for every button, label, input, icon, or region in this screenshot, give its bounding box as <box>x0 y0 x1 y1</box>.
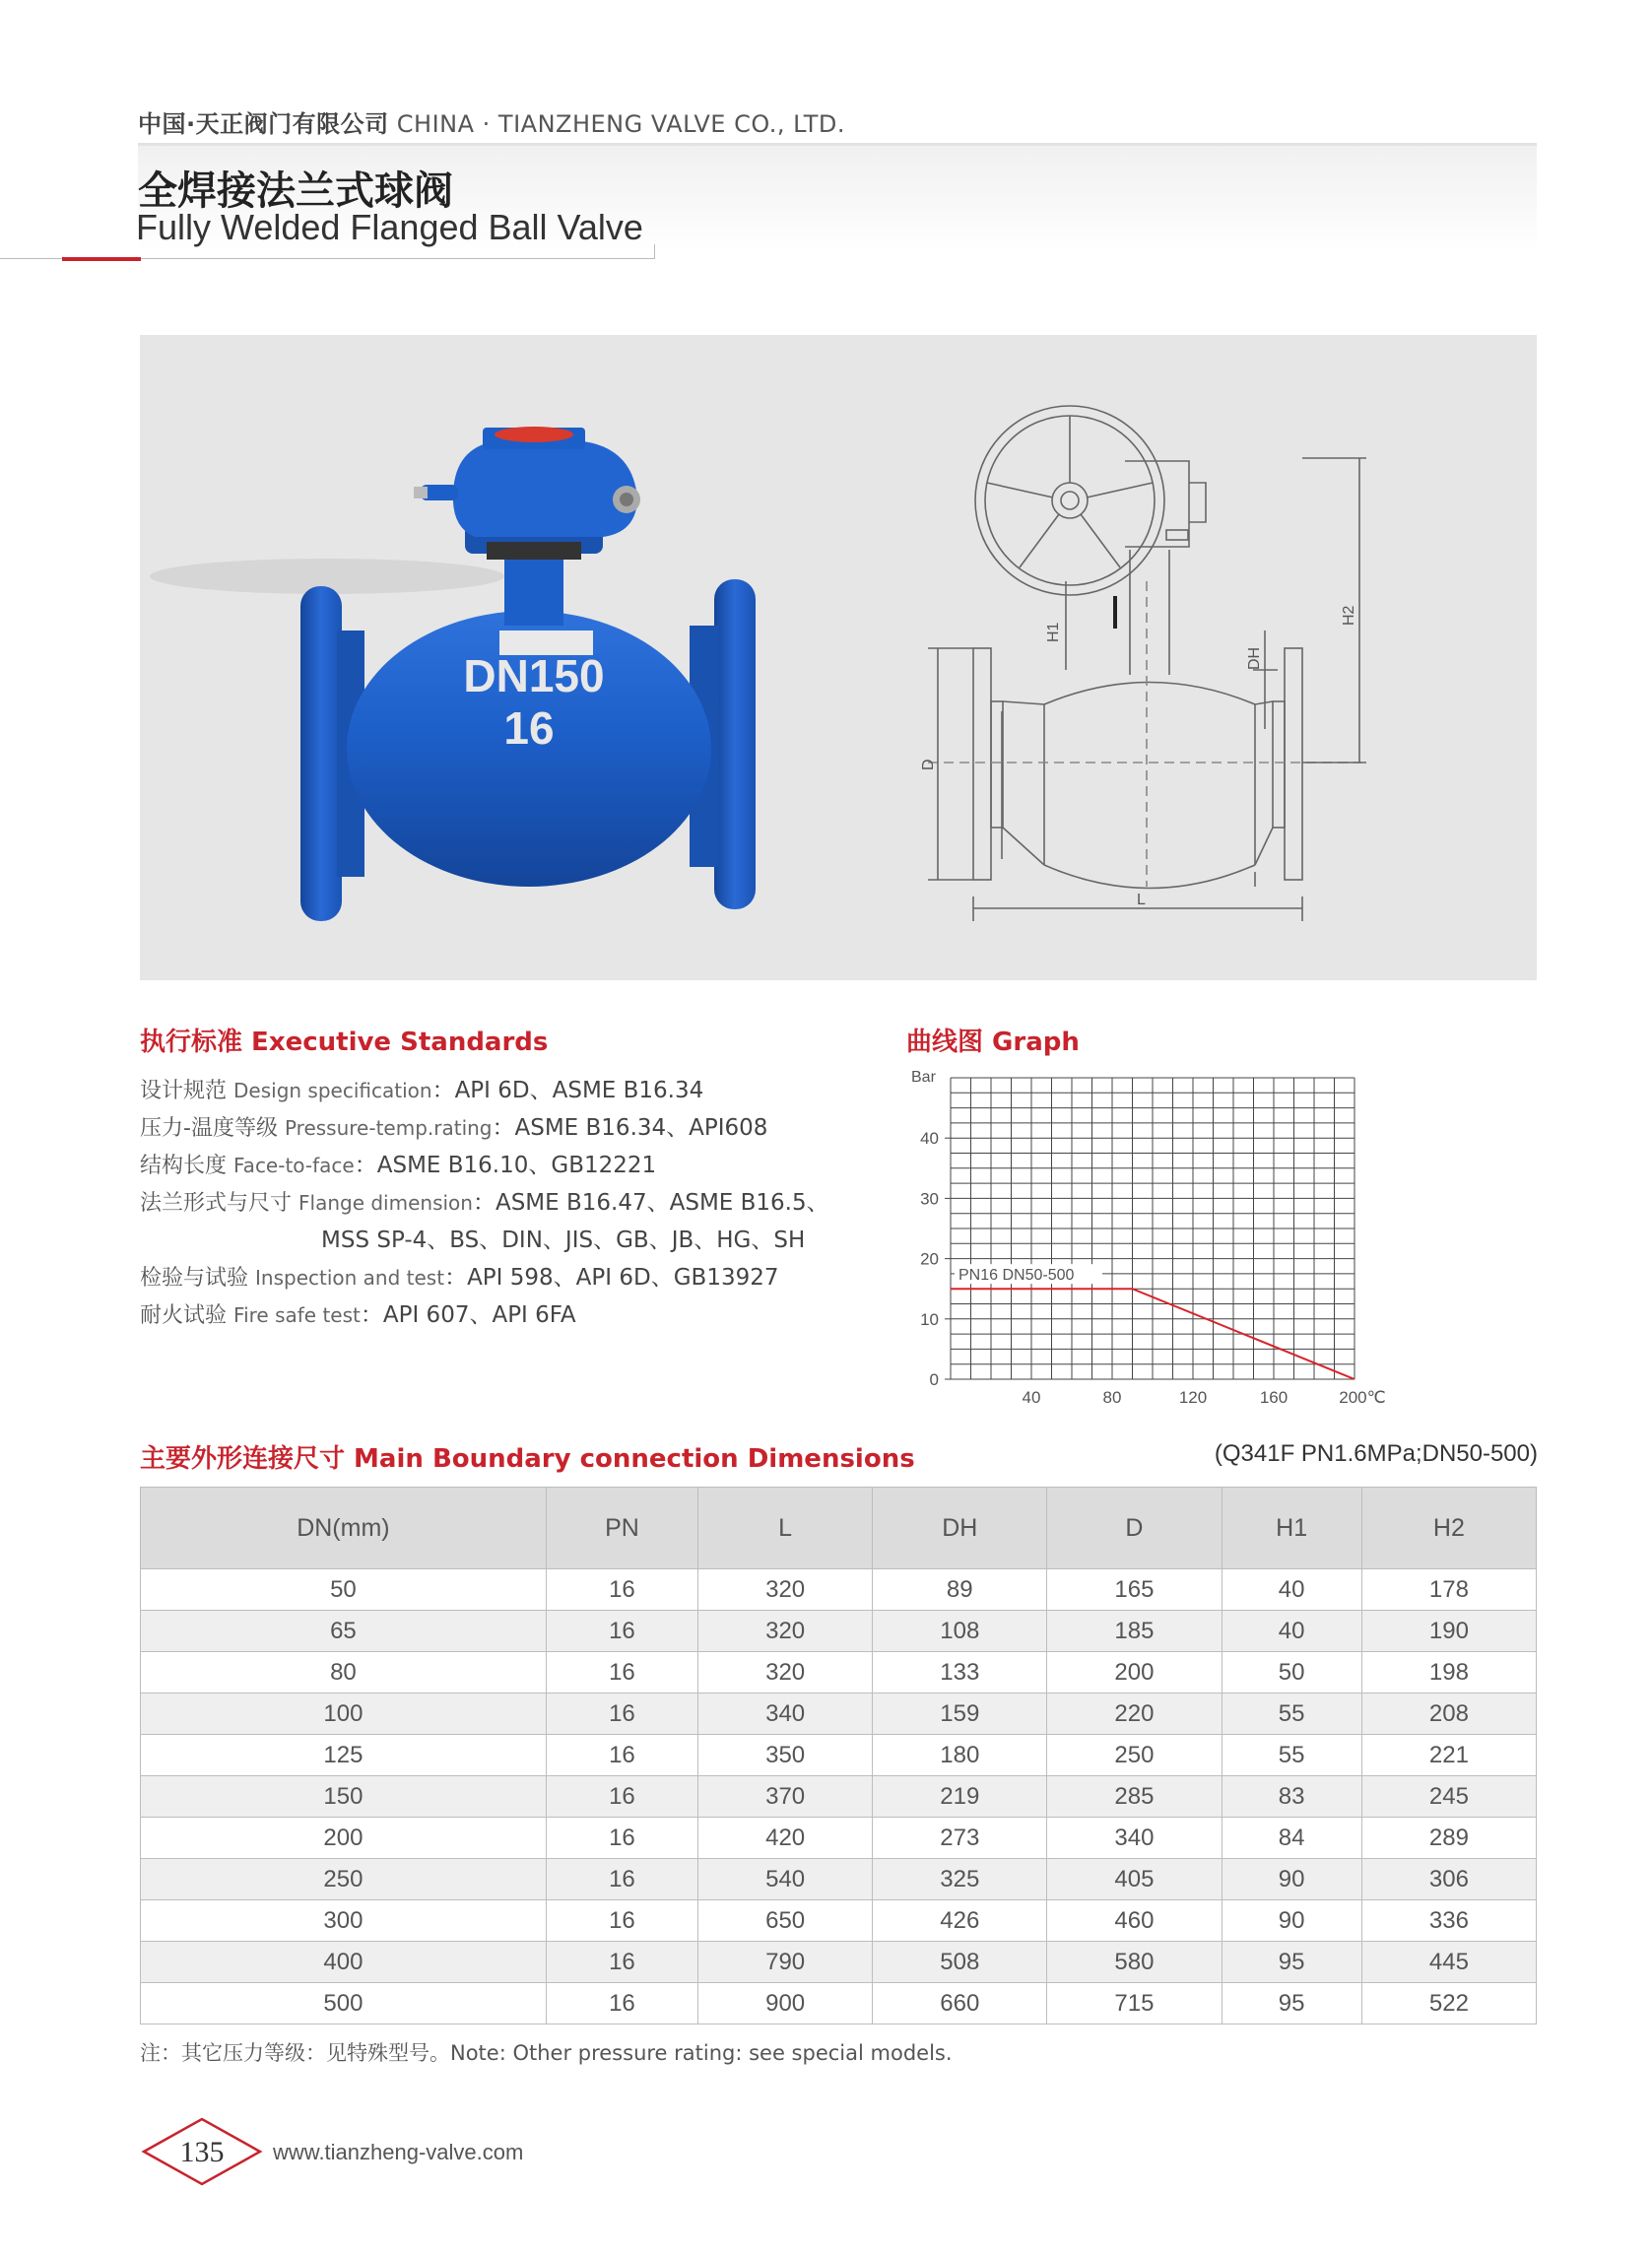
column-header: DH <box>873 1488 1047 1569</box>
table-cell: 90 <box>1222 1859 1361 1900</box>
table-row <box>141 1900 1537 1942</box>
label-d: D <box>920 759 937 770</box>
standard-label-cn: 法兰形式与尺寸 <box>140 1191 293 1216</box>
dimensions-heading: 主要外形连接尺寸 Main Boundary connection Dimensions <box>140 1444 915 1474</box>
table-cell: 150 <box>141 1776 547 1818</box>
table-cell: 180 <box>873 1735 1047 1776</box>
table-cell: 245 <box>1361 1776 1536 1818</box>
column-header: PN <box>546 1488 697 1569</box>
table-cell: 95 <box>1222 1983 1361 2025</box>
standard-label-cn: 检验与试验 <box>140 1266 249 1291</box>
standard-label-cn: 压力-温度等级 <box>140 1116 278 1141</box>
label-h1: H1 <box>1045 622 1062 642</box>
company-name-cn: 中国·天正阀门有限公司 <box>138 110 389 138</box>
table-body <box>141 1569 1537 2025</box>
table-cell: 16 <box>546 1900 697 1942</box>
title-accent-bar <box>62 257 141 261</box>
table-row <box>141 1859 1537 1900</box>
table-cell: 133 <box>873 1652 1047 1693</box>
table-cell: 250 <box>1047 1735 1222 1776</box>
product-illustration <box>140 335 1537 980</box>
table-cell: 159 <box>873 1693 1047 1735</box>
valve-body-text-pn: 16 <box>503 702 555 754</box>
table-row <box>141 1983 1537 2025</box>
table-cell: 445 <box>1361 1942 1536 1983</box>
table-cell: 370 <box>698 1776 873 1818</box>
pressure-note: 注：其它压力等级：见特殊型号。Note: Other pressure rating: see special models. <box>140 2041 953 2065</box>
table-row <box>141 1693 1537 1735</box>
standard-value: ：API 607、API 6FA <box>360 1302 576 1328</box>
table-cell: 400 <box>141 1942 547 1983</box>
standards-heading: 执行标准 Executive Standards <box>140 1028 549 1057</box>
standard-label-cn: 设计规范 <box>140 1079 228 1103</box>
table-cell: 108 <box>873 1611 1047 1652</box>
table-row <box>141 1942 1537 1983</box>
table-cell: 219 <box>873 1776 1047 1818</box>
table-row <box>141 1569 1537 1611</box>
table-cell: 55 <box>1222 1693 1361 1735</box>
table-cell: 90 <box>1222 1900 1361 1942</box>
y-tick-label: 10 <box>920 1309 939 1329</box>
standard-line-design <box>140 1072 703 1104</box>
table-cell: 198 <box>1361 1652 1536 1693</box>
company-name <box>138 104 845 139</box>
standard-value: ：ASME B16.34、API608 <box>492 1115 768 1141</box>
label-dh: DH <box>1246 646 1263 670</box>
column-header: H2 <box>1361 1488 1536 1569</box>
standard-label-en: Inspection and test <box>255 1266 445 1290</box>
product-photo-panel <box>140 335 1537 980</box>
table-cell: 100 <box>141 1693 547 1735</box>
table-cell: 320 <box>698 1569 873 1611</box>
model-spec: (Q341F PN1.6MPa;DN50-500) <box>1214 1440 1538 1467</box>
standard-line-inspection <box>140 1259 779 1292</box>
standard-value: MSS SP-4、BS、DIN、JIS、GB、JB、HG、SH <box>321 1228 806 1253</box>
table-cell: 660 <box>873 1983 1047 2025</box>
standard-line-pressure-temp <box>140 1109 767 1142</box>
table-cell: 16 <box>546 1652 697 1693</box>
table-cell: 95 <box>1222 1942 1361 1983</box>
y-axis-label: Bar <box>911 1069 936 1086</box>
y-tick-label: 20 <box>920 1249 939 1269</box>
website-url[interactable]: www.tianzheng-valve.com <box>273 2140 524 2164</box>
table-cell: 340 <box>1047 1818 1222 1859</box>
y-tick-label: 30 <box>920 1189 939 1209</box>
table-cell: 40 <box>1222 1569 1361 1611</box>
table-cell: 580 <box>1047 1942 1222 1983</box>
series-label: PN16 DN50-500 <box>958 1267 1075 1285</box>
table-cell: 420 <box>698 1818 873 1859</box>
label-h2: H2 <box>1341 605 1357 626</box>
table-cell: 350 <box>698 1735 873 1776</box>
table-cell: 300 <box>141 1900 547 1942</box>
standard-label-en: Pressure-temp.rating <box>284 1116 493 1140</box>
column-header: DN(mm) <box>141 1488 547 1569</box>
table-cell: 16 <box>546 1776 697 1818</box>
table-row <box>141 1818 1537 1859</box>
table-cell: 306 <box>1361 1859 1536 1900</box>
standard-value: ：API 598、API 6D、GB13927 <box>444 1265 779 1291</box>
table-cell: 320 <box>698 1652 873 1693</box>
table-cell: 16 <box>546 1859 697 1900</box>
x-tick-label: 200℃ <box>1339 1388 1386 1407</box>
pressure-temperature-chart <box>901 1064 1394 1414</box>
table-cell: 426 <box>873 1900 1047 1942</box>
table-cell: 508 <box>873 1942 1047 1983</box>
table-cell: 500 <box>141 1983 547 2025</box>
table-cell: 320 <box>698 1611 873 1652</box>
table-cell: 200 <box>1047 1652 1222 1693</box>
table-cell: 220 <box>1047 1693 1222 1735</box>
standard-label-en: Fire safe test <box>233 1303 361 1327</box>
table-cell: 540 <box>698 1859 873 1900</box>
table-cell: 83 <box>1222 1776 1361 1818</box>
table-cell: 55 <box>1222 1735 1361 1776</box>
table-cell: 16 <box>546 1693 697 1735</box>
table-cell: 65 <box>141 1611 547 1652</box>
page-title-en: Fully Welded Flanged Ball Valve <box>136 207 643 247</box>
table-cell: 190 <box>1361 1611 1536 1652</box>
table-cell: 650 <box>698 1900 873 1942</box>
table-cell: 221 <box>1361 1735 1536 1776</box>
table-row <box>141 1776 1537 1818</box>
table-cell: 460 <box>1047 1900 1222 1942</box>
table-row <box>141 1611 1537 1652</box>
column-header: L <box>698 1488 873 1569</box>
table-cell: 16 <box>546 1735 697 1776</box>
table-cell: 80 <box>141 1652 547 1693</box>
x-tick-label: 120 <box>1178 1388 1208 1407</box>
valve-body-text-dn: DN150 <box>463 650 605 701</box>
table-cell: 16 <box>546 1942 697 1983</box>
standard-value: ：API 6D、ASME B16.34 <box>431 1078 704 1103</box>
table-cell: 289 <box>1361 1818 1536 1859</box>
table-cell: 50 <box>141 1569 547 1611</box>
table-cell: 522 <box>1361 1983 1536 2025</box>
standard-label-en: Flange dimension <box>298 1191 473 1215</box>
table-row <box>141 1735 1537 1776</box>
table-row <box>141 1652 1537 1693</box>
drawing-labels <box>920 605 1357 908</box>
standard-label-en: Design specification <box>233 1079 432 1102</box>
table-cell: 285 <box>1047 1776 1222 1818</box>
x-tick-label: 160 <box>1259 1388 1289 1407</box>
standard-line-fire-safe <box>140 1296 576 1329</box>
table-cell: 16 <box>546 1611 697 1652</box>
table-cell: 40 <box>1222 1611 1361 1652</box>
table-cell: 16 <box>546 1983 697 2025</box>
column-header: H1 <box>1222 1488 1361 1569</box>
column-header: D <box>1047 1488 1222 1569</box>
x-tick-label: 80 <box>1102 1388 1122 1407</box>
standard-value: ：ASME B16.10、GB12221 <box>354 1153 657 1178</box>
table-cell: 125 <box>141 1735 547 1776</box>
dimensions-table <box>140 1487 1537 2025</box>
table-cell: 50 <box>1222 1652 1361 1693</box>
y-tick-label: 40 <box>920 1129 939 1149</box>
table-cell: 715 <box>1047 1983 1222 2025</box>
standard-label-en: Face-to-face <box>233 1154 355 1177</box>
table-header-row <box>141 1488 1537 1569</box>
table-cell: 89 <box>873 1569 1047 1611</box>
y-tick-label: 0 <box>929 1370 939 1389</box>
title-underline-tick <box>654 244 655 259</box>
label-l: L <box>1137 892 1146 908</box>
standard-line-flange-cont <box>321 1222 805 1254</box>
valve-photo <box>150 427 756 921</box>
standard-label-cn: 耐火试验 <box>140 1303 228 1328</box>
page-title-cn: 全焊接法兰式球阀 <box>138 168 453 214</box>
standard-value: ：ASME B16.47、ASME B16.5、 <box>472 1190 829 1216</box>
graph-heading: 曲线图 Graph <box>906 1028 1080 1057</box>
table-cell: 250 <box>141 1859 547 1900</box>
table-cell: 900 <box>698 1983 873 2025</box>
table-cell: 340 <box>698 1693 873 1735</box>
table-cell: 325 <box>873 1859 1047 1900</box>
table-cell: 165 <box>1047 1569 1222 1611</box>
table-cell: 273 <box>873 1818 1047 1859</box>
table-cell: 405 <box>1047 1859 1222 1900</box>
table-cell: 790 <box>698 1942 873 1983</box>
page-number: 135 <box>179 2136 225 2168</box>
valve-technical-drawing <box>928 406 1366 921</box>
table-cell: 16 <box>546 1818 697 1859</box>
standard-line-face-to-face <box>140 1147 656 1179</box>
table-cell: 84 <box>1222 1818 1361 1859</box>
page-number-badge <box>141 2116 263 2187</box>
table-cell: 185 <box>1047 1611 1222 1652</box>
table-cell: 208 <box>1361 1693 1536 1735</box>
standard-line-flange <box>140 1184 829 1217</box>
table-cell: 178 <box>1361 1569 1536 1611</box>
standard-label-cn: 结构长度 <box>140 1154 228 1178</box>
company-name-en: CHINA · TIANZHENG VALVE CO., LTD. <box>396 110 845 138</box>
table-cell: 336 <box>1361 1900 1536 1942</box>
x-tick-label: 40 <box>1022 1388 1041 1407</box>
table-cell: 200 <box>141 1818 547 1859</box>
table-cell: 16 <box>546 1569 697 1611</box>
